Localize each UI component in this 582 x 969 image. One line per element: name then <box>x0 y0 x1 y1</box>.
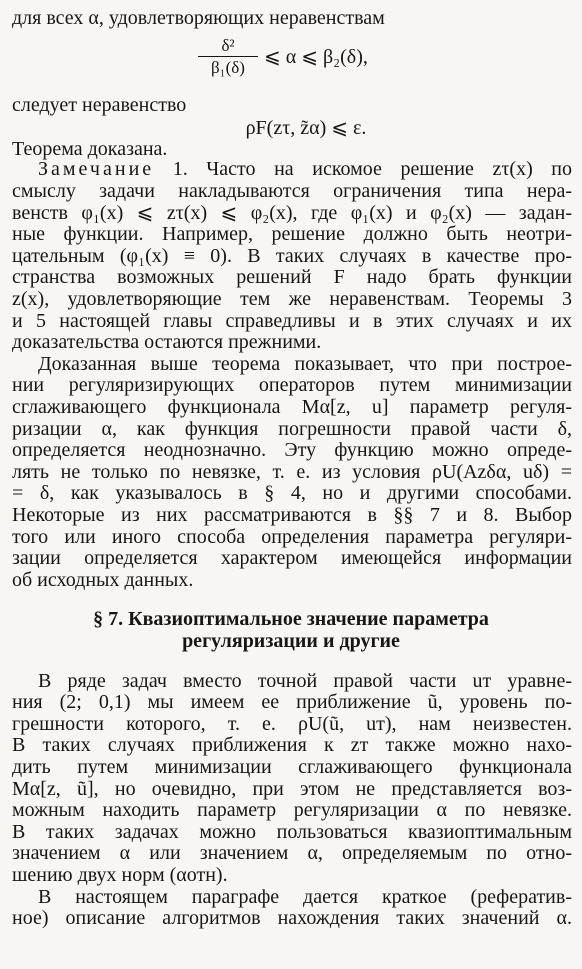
text-line: ризации α, как функция погрешности правой части δ, <box>12 417 572 440</box>
text-line: Теорема доказана. <box>12 137 168 160</box>
text-line: смыслу задачи накладываются ограничения типа нера- <box>12 180 572 202</box>
text-line: ния (2; 0,1) мы имеем ее приближение ũ, уровень по- <box>12 691 572 714</box>
text-line: Некоторые из них рассматриваются в §§ 7 и 8. Выбор <box>12 504 572 526</box>
text-line: дить путем минимизации сглаживающего функционала <box>12 756 572 778</box>
formula-denominator: β₁(δ) <box>211 57 245 77</box>
text-line: Доказанная выше теорема показывает, что при построе- <box>38 352 572 375</box>
text-line: В ряде задач вместо точной правой части uт уравне- <box>38 669 572 692</box>
section-heading-cont: регуляризации и другие <box>182 630 400 652</box>
text-line: ное) описание алгоритмов нахождения таких значений α. <box>12 907 572 930</box>
text-line: того или иного способа определения параметра регуляри- <box>12 525 572 548</box>
formula-line: ρF(zτ, z̃α) ⩽ ε. <box>245 117 367 139</box>
text-line: об исходных данных. <box>12 568 194 591</box>
text-line: можным находить параметр регуляризации α по невязке. <box>12 799 572 822</box>
text-line: нии регуляризирующих операторов путем минимизации <box>12 374 572 397</box>
text-line: грешности которого, т. е. ρU(ũ, uт), нам неизвестен. <box>12 712 572 735</box>
text-line: В таких случаях приближения к zт также можно нахо- <box>12 734 572 757</box>
text-line: z(x), удовлетворяющие тем же неравенствам. Теоремы 3 <box>12 288 572 310</box>
text-line: определяется неоднозначно. Эту функцию можно опреде- <box>12 439 572 462</box>
text-line: В настоящем параграфе дается краткое (рефератив- <box>38 885 572 908</box>
text-line: лять не только по невязке, т. е. из условия ρU(Azδα, uδ) = <box>12 460 572 483</box>
text-line: цательным (φ₁(x) ≡ 0). В таких случаях в качестве про- <box>12 244 572 267</box>
text-line: Mα[z, ũ], но очевидно, при этом не представляется воз- <box>12 777 572 800</box>
text-line: доказательства остаются прежними. <box>12 331 322 354</box>
formula-inequality: ⩽ α ⩽ β₂(δ), <box>264 46 368 68</box>
text-line: = δ, как указывалось в § 4, но и другими способами. <box>12 482 572 505</box>
text-line: и 5 настоящей главы справедливы и в этих случаях и их <box>12 309 572 332</box>
text-line: для всех α, удовлетворяющих неравенствам <box>12 7 385 30</box>
text-line: В таких задачах можно пользоваться квазиоптимальным <box>12 820 572 843</box>
text-line: ные функции. Например, решение должно быть неотри- <box>12 223 572 246</box>
text-line: значением α или значением α, определяемым по отно- <box>12 842 572 865</box>
text-line: шению двух норм (αотн). <box>12 864 228 886</box>
text-line: сглаживающего функционала Mα[z, u] параметр регуля- <box>12 396 572 418</box>
text-line: странства возможных решений F надо брать функции <box>12 266 572 289</box>
text-line: следует неравенство <box>12 93 187 116</box>
remark-label: Замечание <box>38 158 155 181</box>
remark-text: 1. Часто на искомое решение zτ(x) по <box>172 158 572 181</box>
formula-numerator: δ² <box>221 36 235 55</box>
text-line: зации определяется характером имеющейся информации <box>12 547 572 570</box>
section-heading: § 7. Квазиоптимальное значение параметра <box>93 608 489 631</box>
text-line: венств φ₁(x) ⩽ zτ(x) ⩽ φ₂(x), где φ₁(x) и φ₂(x) — задан- <box>12 201 572 224</box>
remark-line <box>0 158 582 180</box>
